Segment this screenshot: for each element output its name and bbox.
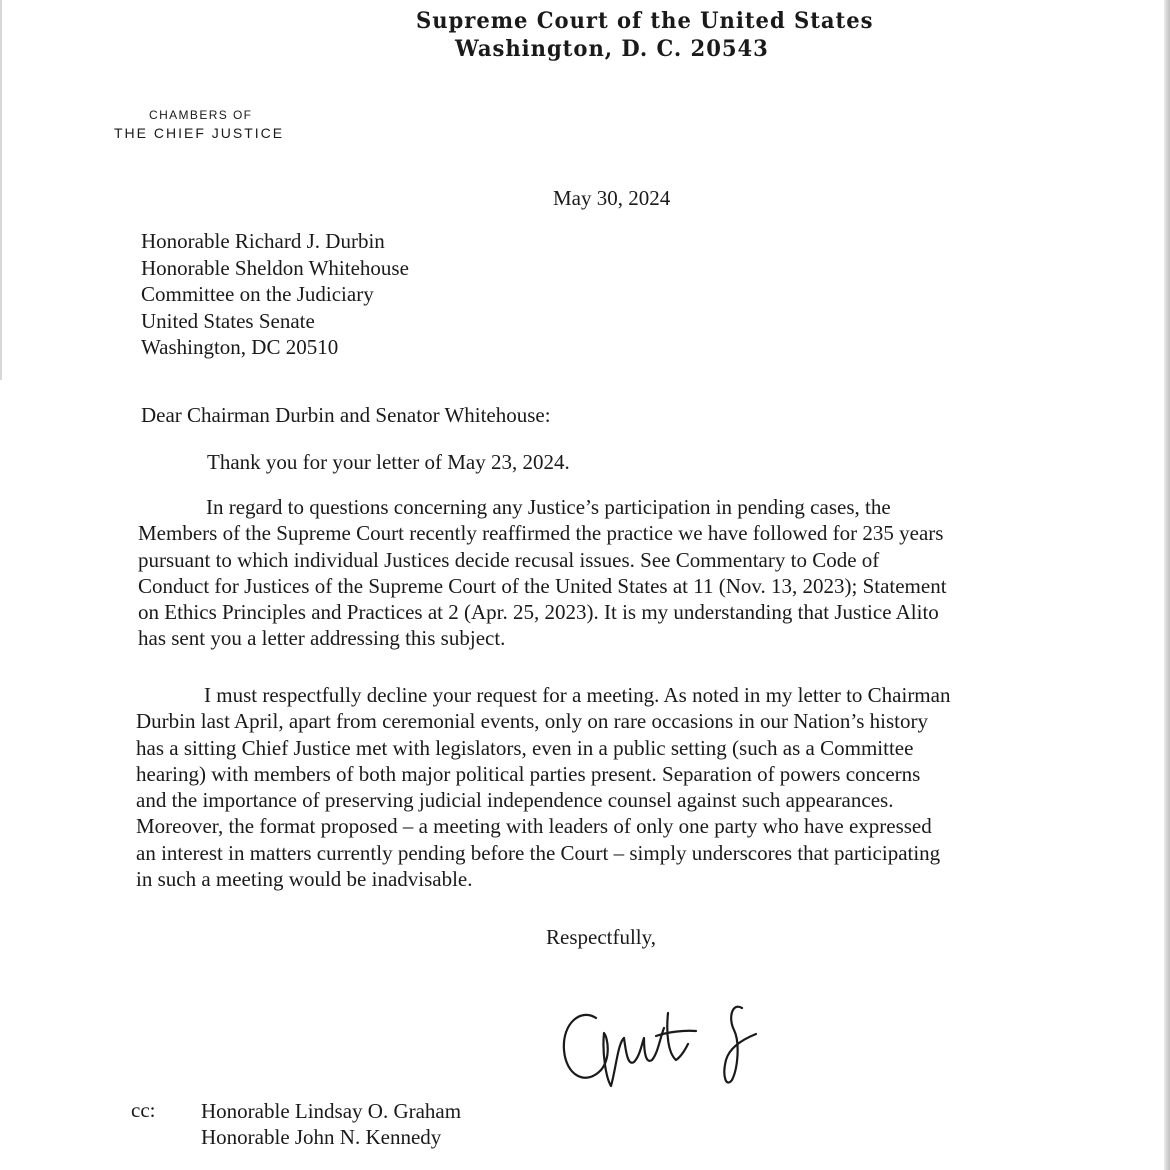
paragraph-line: hearing) with members of both major political parties present. Separation of powers concerns: [136, 761, 921, 786]
letterhead-court-name: Supreme Court of the United States: [416, 8, 874, 34]
paragraph-recusal: [138, 494, 947, 652]
recipient-line: Washington, DC 20510: [141, 335, 339, 359]
paragraph-line: an interest in matters currently pending before the Court – simply underscores that participating: [136, 840, 941, 865]
paragraph-thanks: Thank you for your letter of May 23, 2024.: [207, 450, 570, 474]
recipient-line: Honorable Sheldon Whitehouse: [141, 255, 409, 280]
recipient-line: United States Senate: [141, 308, 315, 333]
paragraph-line: has sent you a letter addressing this subject.: [138, 626, 506, 651]
letter-date: May 30, 2024: [553, 186, 671, 210]
chief-justice-label: THE CHIEF JUSTICE: [114, 125, 285, 141]
paragraph-line: and the importance of preserving judicial independence counsel against such appearances.: [136, 788, 894, 813]
letterhead-address: Washington, D. C. 20543: [455, 36, 769, 62]
salutation: Dear Chairman Durbin and Senator Whitehouse:: [141, 403, 551, 427]
recipient-line: Honorable Richard J. Durbin: [141, 229, 385, 253]
signature: [556, 998, 786, 1093]
cc-list: [201, 1098, 461, 1150]
paragraph-line: I must respectfully decline your request for a meeting. As noted in my letter to Chairman: [204, 683, 951, 707]
cc-name: Honorable Lindsay O. Graham: [201, 1099, 462, 1123]
chambers-of-label: CHAMBERS OF: [149, 108, 253, 122]
recipient-address: [141, 228, 409, 361]
paragraph-line: Moreover, the format proposed – a meeting with leaders of only one party who have expressed: [136, 814, 932, 839]
paragraph-line: Members of the Supreme Court recently reaffirmed the practice we have followed for 235 years: [138, 521, 944, 546]
paragraph-line: on Ethics Principles and Practices at 2 (Apr. 25, 2023). It is my understanding that Justice Alito: [138, 600, 939, 625]
cc-label: cc:: [131, 1098, 156, 1122]
paragraph-line: pursuant to which individual Justices decide recusal issues. See Commentary to Code of: [138, 547, 880, 572]
paragraph-line: in such a meeting would be inadvisable.: [136, 867, 473, 892]
paragraph-meeting-decline: [136, 682, 950, 892]
cc-name: Honorable John N. Kennedy: [201, 1125, 442, 1149]
paragraph-line: Conduct for Justices of the Supreme Court of the United States at 11 (Nov. 13, 2023); Statement: [138, 573, 947, 598]
paragraph-line: Durbin last April, apart from ceremonial events, only on rare occasions in our Nation’s history: [136, 709, 928, 734]
closing: Respectfully,: [546, 925, 657, 949]
paragraph-line: In regard to questions concerning any Justice’s participation in pending cases, the: [206, 495, 891, 519]
page-right-edge: [1164, 0, 1170, 1170]
recipient-line: Committee on the Judiciary: [141, 282, 374, 306]
page-left-edge: [0, 0, 2, 380]
paragraph-line: has a sitting Chief Justice met with legislators, even in a public setting (such as a Committee: [136, 735, 914, 760]
